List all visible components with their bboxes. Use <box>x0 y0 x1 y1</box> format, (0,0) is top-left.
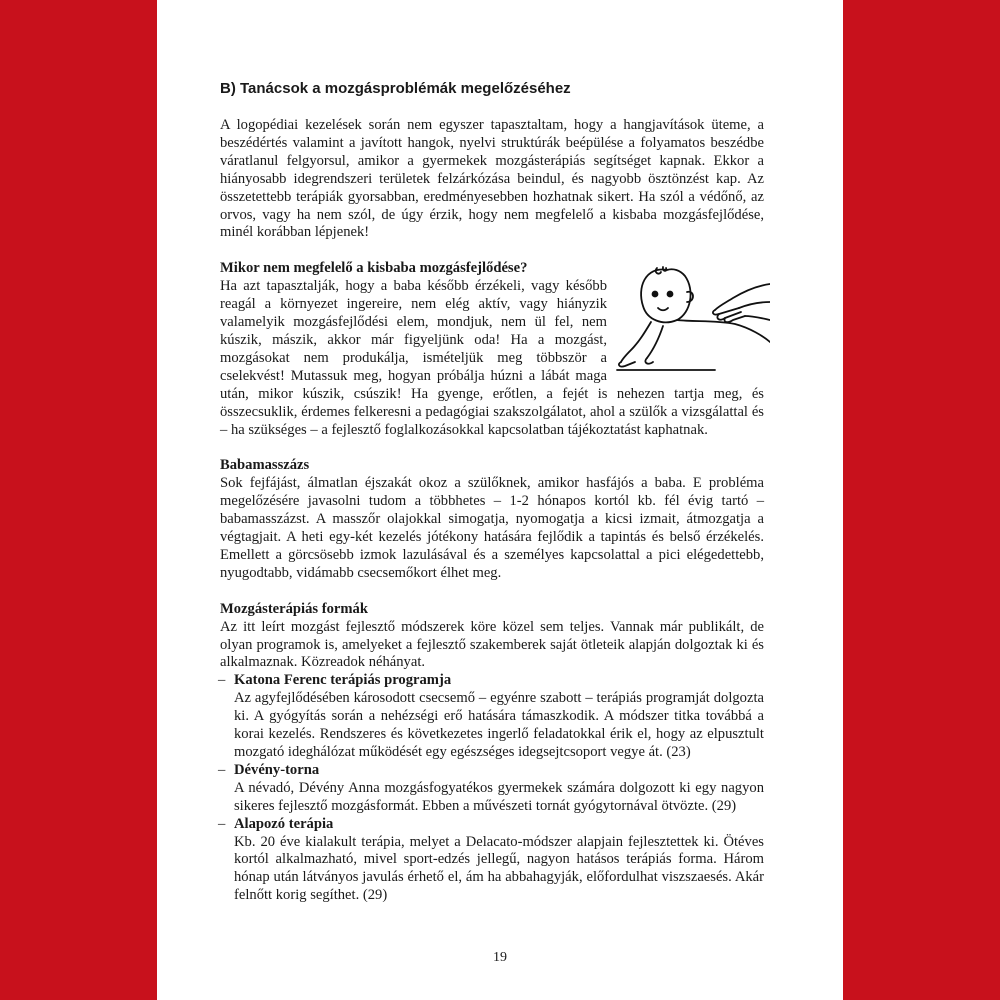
list-dash: – <box>218 761 226 778</box>
list-item-title: Dévény-torna <box>234 761 320 778</box>
list-item-text: Kb. 20 éve kialakult terápia, melyet a Delacato-módszer alapjain fejlesztettek ki. Ötéves kortól alkalmazható, mivel sport-edzés jellegű, nagyon hatásos terápiás forma. Három hónap után látványos javulás érhető el, ám ha abbahagyják, előfordulhat viszszaesés. Akár felnőtt korig segíthet. (29) <box>234 833 764 904</box>
list-item <box>220 672 764 690</box>
section-mozgasfejlodes <box>220 260 764 439</box>
list-item <box>220 762 764 780</box>
section-heading: B) Tanácsok a mozgásproblémák megelőzéséhez <box>220 80 571 97</box>
list-item-text: A névadó, Dévény Anna mozgásfogyatékos gyermekek számára dolgozott ki egy nagyon sikeres fejlesztő mozgásformát. Ebben a művészeti tornát gyógytornával ötvözte. (29) <box>234 779 764 814</box>
paragraph-mozgasterapias-formak: Az itt leírt mozgást fejlesztő módszerek köre közel sem teljes. Vannak már publikált, de olyan programok is, amelyeket a fejlesztő szakemberek saját ötleteik alapján dolgoztak ki és alkalmaznak. Közreadok néhányat. <box>220 618 764 671</box>
baby-crawling-with-hand-illustration <box>615 258 770 378</box>
list-dash: – <box>218 672 226 689</box>
list-item-title: Katona Ferenc terápiás programja <box>234 672 452 689</box>
paragraph-babamasszazs: Sok fejfájást, álmatlan éjszakát okoz a szülőknek, amikor hasfájós a baba. E probléma megelőzésére javasolni tudom a többhetes – 1-2 hónapos kortól kb. fél évig tartó – babamasszázst. A masszőr olajokkal simogatja, nyomogatja a kicsi izmait, átmozgatja a végtagjait. A heti egy-két kezelés jótékony hatására fejlődik a tapintás és belső érzékelés. Emellett a görcsösebb izmok lazulásával és a személyes kapcsolattal a pici elégedettebb, nyugodtabb, vidámabb csecsemőkort élhet meg. <box>220 475 764 581</box>
book-page <box>157 0 843 1000</box>
subheading-babamasszazs: Babamasszázs <box>220 457 310 474</box>
page-number: 19 <box>493 950 507 965</box>
paragraph-mozgasfejlodes: Ha azt tapasztalják, hogy a baba később érzékeli, vagy később reagál a környezet ingereire, nem elég aktív, vagy hiányzik valamelyik mozgásfejlődési elem, mondjuk, nem ül fel, nem kúszik, mászik, akkor már figyeljünk oda! Ha a mozgást, mozgásokat nem produkálja, ismételjük meg többször a cselekvést! Mutassuk meg, hogyan próbálja húzni a lábát maga után, mikor kúszik, csúszik! Ha gyenge, erőtlen, a fejét is nehezen tartja meg, és összecsuklik, érdemes felkeresni a pedagógiai szakszolgálatot, ahol a szülők a vizsgálattal és – ha szükséges – a fejlesztő foglalkozásokkal kapcsolatban tájékoztatást kaphatnak. <box>220 278 764 438</box>
section-babamasszazs <box>220 457 764 582</box>
intro-paragraph: A logopédiai kezelések során nem egyszer tapasztaltam, hogy a hangjavítások üteme, a beszédértés valamint a javított hangok, nyelvi struktúrák beépülése a folyamatos beszédbe váratlanul felgyorsul, amikor a gyermekek mozgásterápiás segítséget kapnak. Ekkor a hiányosabb idegrendszeri területek felzárkózása beindul, és nagyobb ösztönzést kap. Az összetettebb terápiák gyorsabban, eredményesebben hozhatnak sikert. Ha szól a védőnő, az orvos, vagy ha nem szól, de úgy érzik, hogy nem megfelelő a kisbaba mozgásfejlődése, minél korábban lépjenek! <box>220 117 764 241</box>
subheading-mozgasfejlodes: Mikor nem megfelelő a kisbaba mozgásfejlődése? <box>220 260 528 277</box>
list-item <box>220 816 764 834</box>
list-item-text: Az agyfejlődésében károsodott csecsemő – egyénre szabott – terápiás programját dolgozta ki. A gyógyítás során a nehézségi erő hatására támaszkodik. A módszer titka továbbá a korai kezelés. Rendszeres és következetes ingerlő feladatokkal érik el, hogy az elpusztult mozgató ideghálózat működését egy egészséges idegsejtcsoport vegye át. (23) <box>234 690 764 760</box>
list-dash: – <box>218 815 226 832</box>
subheading-mozgasterapias-formak: Mozgásterápiás formák <box>220 600 368 617</box>
page-content <box>220 80 764 905</box>
list-item-title: Alapozó terápia <box>234 815 334 832</box>
section-mozgasterapias-formak <box>220 601 764 905</box>
